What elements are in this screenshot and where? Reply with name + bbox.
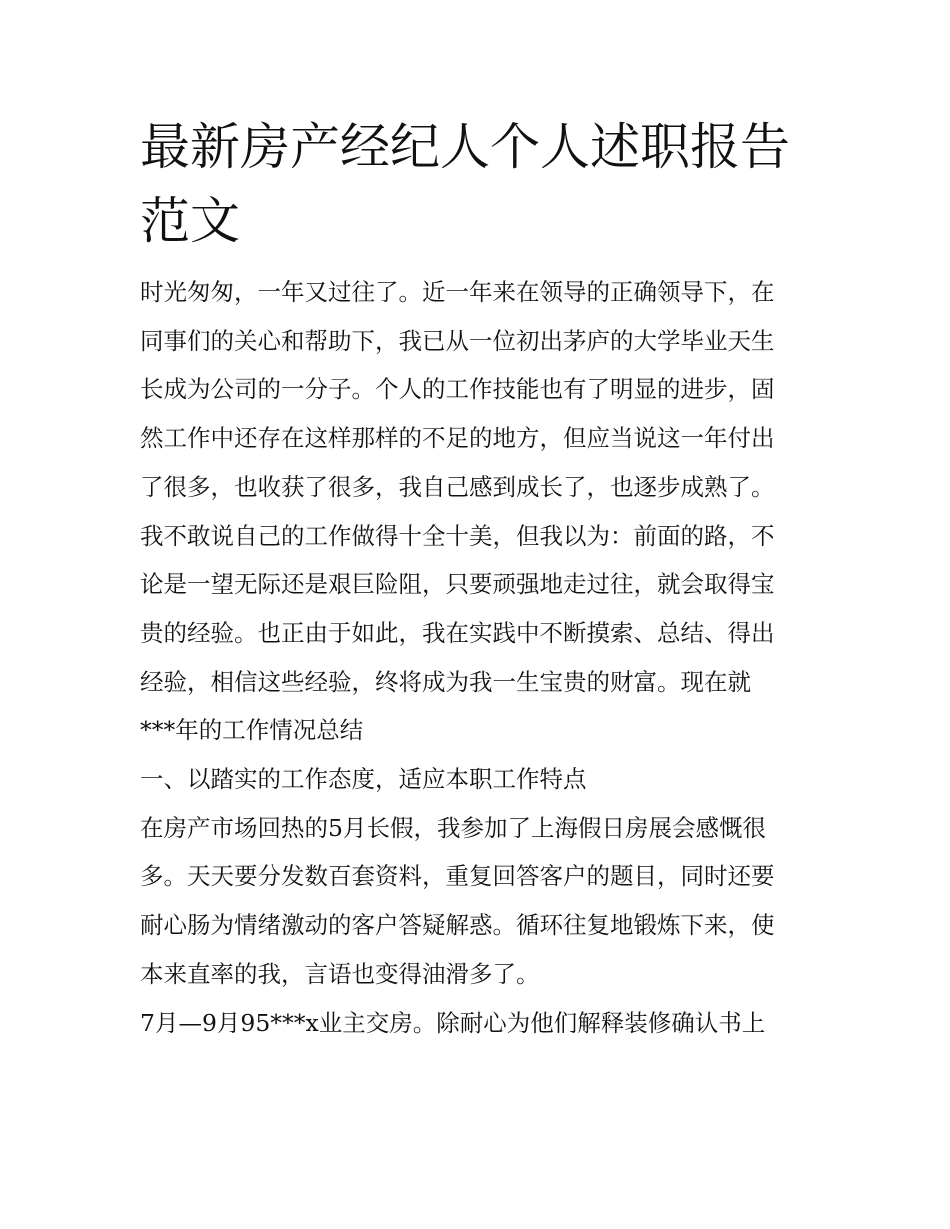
title-line-1: 最新房产经纪人个人述职报告: [140, 118, 790, 176]
body-line: 多。天天要分发数百套资料，重复回答客户的题目，同时还要: [140, 862, 775, 891]
body-line: 7月—9月95***x业主交房。除耐心为他们解释装修确认书上: [140, 1008, 766, 1037]
document-body: [140, 268, 812, 1047]
body-line: 了很多，也收获了很多，我自己感到成长了，也逐步成熟了。: [140, 472, 775, 501]
body-line: 然工作中还存在这样那样的不足的地方，但应当说这一年付出: [140, 424, 775, 453]
body-line: 时光匆匆，一年又过往了。近一年来在领导的正确领导下，在: [140, 278, 775, 306]
body-line: 在房产市场回热的5月长假，我参加了上海假日房展会感慨很: [140, 813, 766, 842]
body-line: 贵的经验。也正由于如此，我在实践中不断摸索、总结、得出: [140, 618, 775, 647]
title-line-2: 范文: [140, 192, 240, 250]
body-line: 耐心肠为情绪激动的客户答疑解惑。循环往复地锻炼下来，使: [140, 911, 775, 940]
body-line: 本来直率的我，言语也变得油滑多了。: [140, 959, 540, 988]
body-line: ***年的工作情况总结: [140, 716, 364, 745]
document-title: [140, 110, 812, 258]
body-line: 同事们的关心和帮助下，我已从一位初出茅庐的大学毕业天生: [140, 326, 775, 355]
section-heading: 一、以踏实的工作态度，适应本职工作特点: [140, 765, 587, 794]
document-page: [140, 110, 812, 1047]
body-line: 我不敢说自己的工作做得十全十美，但我以为：前面的路，不: [140, 521, 775, 550]
body-line: 长成为公司的一分子。个人的工作技能也有了明显的进步，固: [140, 375, 775, 404]
body-line: 经验，相信这些经验，终将成为我一生宝贵的财富。现在就: [140, 667, 751, 696]
body-line: 论是一望无际还是艰巨险阻，只要顽强地走过往，就会取得宝: [140, 570, 775, 599]
